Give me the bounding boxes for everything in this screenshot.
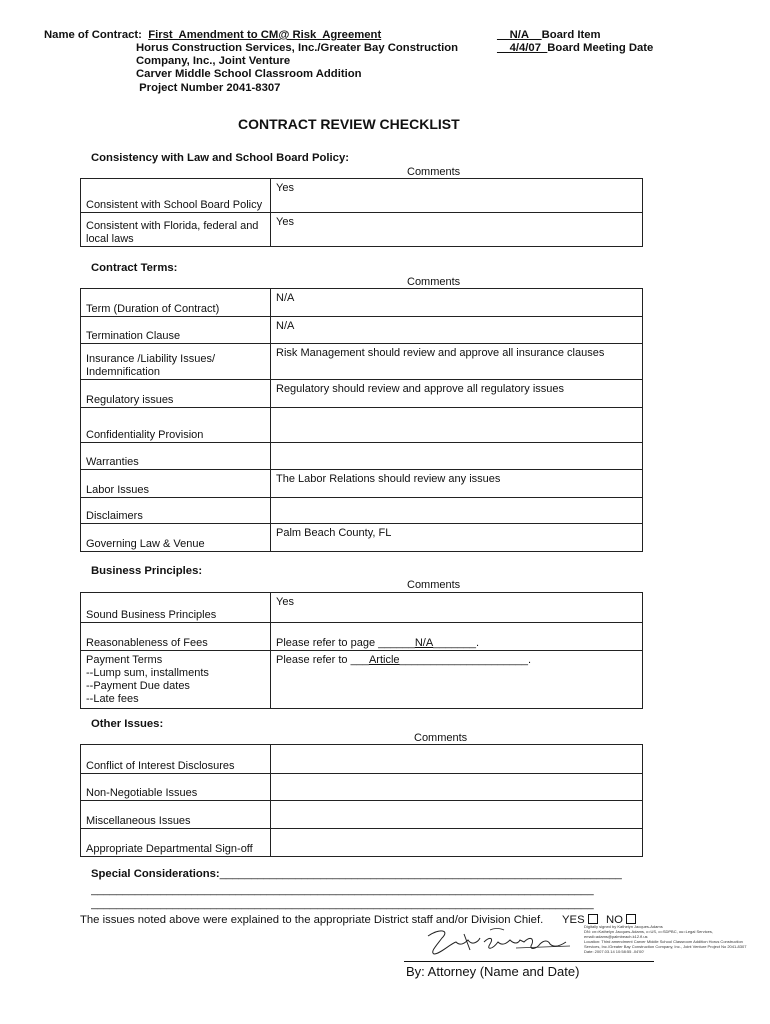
table-row bbox=[81, 317, 643, 344]
terms-table bbox=[80, 288, 643, 552]
special-considerations-line bbox=[91, 868, 622, 880]
explanation-statement: The issues noted above were explained to the appropriate District staff and/or Division Chief. bbox=[80, 914, 544, 926]
row-item: Non-Negotiable Issues bbox=[81, 774, 271, 801]
project-number: Project Number 2041-8307 bbox=[136, 82, 281, 94]
comment-prefix: Please refer to ___ bbox=[276, 654, 369, 666]
special-line-2: ________________________________________________________________________________ bbox=[91, 884, 594, 896]
table-row bbox=[81, 289, 643, 317]
row-item: Appropriate Departmental Sign-off bbox=[81, 829, 271, 857]
table-row bbox=[81, 745, 643, 774]
business-heading: Business Principles: bbox=[91, 565, 203, 577]
comment-suffix: _______. bbox=[433, 637, 480, 649]
project-line: Carver Middle School Classroom Addition bbox=[136, 68, 362, 80]
law-heading: Consistency with Law and School Board Policy: bbox=[91, 152, 349, 164]
board-date-label: Board Meeting Date bbox=[547, 42, 654, 54]
signature-line bbox=[404, 961, 654, 962]
table-row bbox=[81, 470, 643, 498]
row-comment: Risk Management should review and approve all insurance clauses bbox=[271, 344, 643, 380]
row-item bbox=[81, 651, 271, 709]
comment-fill: N/A bbox=[414, 637, 434, 649]
row-comment: Regulatory should review and approve all regulatory issues bbox=[271, 380, 643, 408]
row-comment: The Labor Relations should review any issues bbox=[271, 470, 643, 498]
payment-terms-line: Payment Terms bbox=[86, 654, 163, 666]
special-label: Special Considerations: bbox=[91, 868, 220, 880]
special-line-1: ________________________________________________________________ bbox=[219, 868, 622, 880]
table-row bbox=[81, 593, 643, 623]
law-comments-label: Comments bbox=[407, 166, 461, 178]
board-item-line bbox=[497, 29, 601, 43]
row-item: Confidentiality Provision bbox=[81, 408, 271, 443]
special-line-3: ________________________________________________________________________________ bbox=[91, 898, 594, 910]
contract-name-line bbox=[44, 29, 381, 43]
table-row bbox=[81, 623, 643, 651]
page-title: CONTRACT REVIEW CHECKLIST bbox=[238, 116, 460, 132]
table-row bbox=[81, 774, 643, 801]
payment-terms-line: --Lump sum, installments bbox=[86, 667, 209, 679]
table-row bbox=[81, 524, 643, 552]
row-comment bbox=[271, 745, 643, 774]
row-comment bbox=[271, 829, 643, 857]
table-row bbox=[81, 380, 643, 408]
row-comment bbox=[271, 408, 643, 443]
yes-checkbox[interactable] bbox=[588, 914, 598, 924]
comment-fill: Article bbox=[368, 654, 400, 666]
row-comment: N/A bbox=[271, 317, 643, 344]
digital-signature-line: DN: cn=Kathelyn Jacques-Adams, c=US, o=SDPBC, ou=Legal Services, bbox=[584, 929, 713, 934]
digital-signature-line: Digitally signed by Kathelyn Jacques-Adams bbox=[584, 924, 663, 929]
row-comment bbox=[271, 443, 643, 470]
other-comments-label: Comments bbox=[414, 732, 468, 744]
row-comment bbox=[271, 623, 643, 651]
law-table bbox=[80, 178, 643, 247]
table-row bbox=[81, 651, 643, 709]
table-row bbox=[81, 213, 643, 247]
digital-signature-line: Services, Inc./Greater Bay Construction Company, Inc., Joint Venture Project No 2041-8307 bbox=[584, 944, 747, 949]
digital-signature-block bbox=[584, 924, 766, 954]
contract-label: Name of Contract: bbox=[44, 29, 142, 41]
row-item: Disclaimers bbox=[81, 498, 271, 524]
business-comments-label: Comments bbox=[407, 579, 461, 591]
table-row bbox=[81, 829, 643, 857]
table-row bbox=[81, 801, 643, 829]
row-item: Insurance /Liability Issues/ Indemnification bbox=[81, 344, 271, 380]
row-item: Warranties bbox=[81, 443, 271, 470]
table-row bbox=[81, 344, 643, 380]
row-item: Termination Clause bbox=[81, 317, 271, 344]
no-checkbox[interactable] bbox=[626, 914, 636, 924]
contract-name: First Amendment to CM@ Risk Agreement bbox=[148, 29, 382, 41]
contractor-line-2: Company, Inc., Joint Venture bbox=[136, 55, 291, 67]
board-item-value: __N/A__ bbox=[497, 29, 542, 41]
row-comment: Yes bbox=[271, 179, 643, 213]
row-item: Consistent with Florida, federal and local laws bbox=[81, 213, 271, 247]
business-table bbox=[80, 592, 643, 709]
row-comment bbox=[271, 801, 643, 829]
handwritten-signature bbox=[420, 924, 580, 958]
table-row bbox=[81, 443, 643, 470]
row-comment: Palm Beach County, FL bbox=[271, 524, 643, 552]
table-row bbox=[81, 498, 643, 524]
yes-label: YES bbox=[562, 914, 585, 926]
row-item: Conflict of Interest Disclosures bbox=[81, 745, 271, 774]
digital-signature-line: Date: 2007.03.14 10:58:55 -04'00' bbox=[584, 949, 645, 954]
row-item: Labor Issues bbox=[81, 470, 271, 498]
terms-heading: Contract Terms: bbox=[91, 262, 178, 274]
other-table bbox=[80, 744, 643, 857]
comment-prefix: Please refer to page ______ bbox=[276, 637, 415, 649]
row-item: Term (Duration of Contract) bbox=[81, 289, 271, 317]
row-item: Regulatory issues bbox=[81, 380, 271, 408]
board-item-label: Board Item bbox=[541, 29, 601, 41]
row-comment bbox=[271, 498, 643, 524]
table-row bbox=[81, 179, 643, 213]
other-heading: Other Issues: bbox=[91, 718, 164, 730]
contractor-line-1: Horus Construction Services, Inc./Greater Bay Construction bbox=[136, 42, 459, 54]
terms-comments-label: Comments bbox=[407, 276, 461, 288]
table-row bbox=[81, 408, 643, 443]
row-item: Governing Law & Venue bbox=[81, 524, 271, 552]
row-item: Miscellaneous Issues bbox=[81, 801, 271, 829]
row-comment bbox=[271, 774, 643, 801]
board-date-value: __4/4/07_ bbox=[497, 42, 548, 54]
by-attorney-label: By: Attorney (Name and Date) bbox=[406, 964, 580, 979]
row-comment: Yes bbox=[271, 593, 643, 623]
row-item: Consistent with School Board Policy bbox=[81, 179, 271, 213]
row-item: Sound Business Principles bbox=[81, 593, 271, 623]
row-comment: Yes bbox=[271, 213, 643, 247]
row-comment bbox=[271, 651, 643, 709]
payment-terms-line: --Late fees bbox=[86, 693, 139, 705]
board-date-line bbox=[497, 42, 653, 56]
digital-signature-line: email=adams@palmbeach.k12.fl.us bbox=[584, 934, 648, 939]
payment-terms-line: --Payment Due dates bbox=[86, 680, 190, 692]
digital-signature-line: Location: Third amendment Carver Middle School Classroom Addition Horus Construction bbox=[584, 939, 743, 944]
row-comment: N/A bbox=[271, 289, 643, 317]
comment-suffix: _____________________. bbox=[399, 654, 532, 666]
no-label: NO bbox=[606, 914, 623, 926]
row-item: Reasonableness of Fees bbox=[81, 623, 271, 651]
